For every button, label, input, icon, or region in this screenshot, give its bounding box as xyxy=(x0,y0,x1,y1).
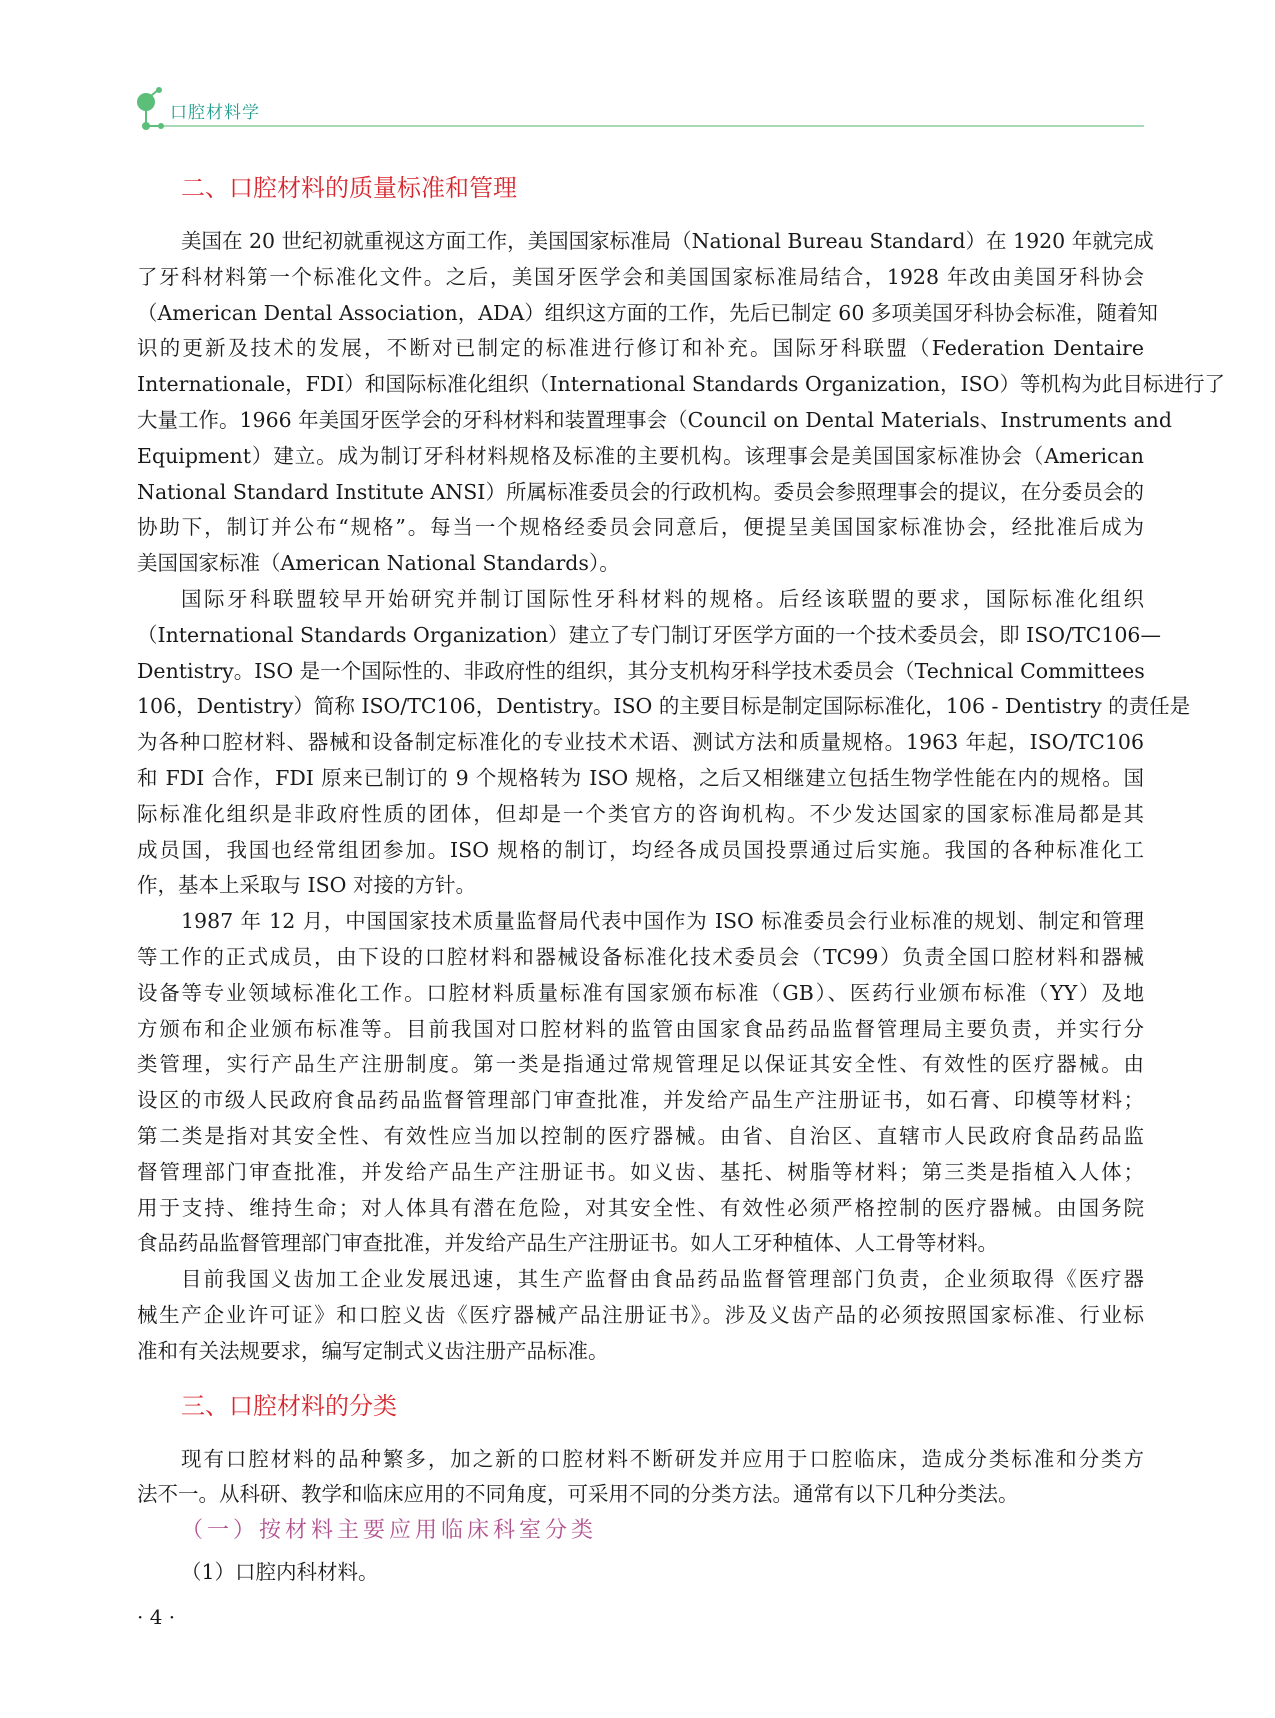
paragraph-line: 督管理部门审查批准，并发给产品生产注册证书。如义齿、基托、树脂等材料；第三类是指植入人体； xyxy=(137,1159,1144,1184)
paragraph-line: 用于支持、维持生命；对人体具有潜在危险，对其安全性、有效性必须严格控制的医疗器械。由国务院 xyxy=(137,1195,1144,1220)
paragraph-line: 目前我国义齿加工企业发展迅速，其生产监督由食品药品监督管理部门负责，企业须取得《医疗器 xyxy=(181,1267,1144,1292)
paragraph-line: National Standard Institute ANSI）所属标准委员会的行政机构。委员会参照理事会的提议，在分委员会的 xyxy=(137,479,1144,504)
paragraph-line: 准和有关法规要求，编写定制式义齿注册产品标准。 xyxy=(137,1338,609,1363)
spacer xyxy=(137,1424,1144,1442)
paragraph-line: 了牙科材料第一个标准化文件。之后，美国牙医学会和美国国家标准局结合，1928 年改由美国牙科协会 xyxy=(137,264,1144,289)
paragraph-line: Equipment）建立。成为制订牙科材料规格及标准的主要机构。该理事会是美国国家标准协会（American xyxy=(137,443,1144,468)
paragraph-line: 为各种口腔材料、器械和设备制定标准化的专业技术术语、测试方法和质量规格。1963 年起，ISO/TC106 xyxy=(137,730,1144,755)
paragraph-line: 设备等专业领域标准化工作。口腔材料质量标准有国家颁布标准（GB）、医药行业颁布标准（YY）及地 xyxy=(137,980,1144,1005)
page-body xyxy=(137,170,1225,1591)
paragraph-line: （International Standards Organization）建立了专门制订牙医学方面的一个技术委员会，即 ISO/TC106— xyxy=(137,622,1161,647)
paragraph-line: 设区的市级人民政府食品药品监督管理部门审查批准，并发给产品生产注册证书，如石膏、印模等材料； xyxy=(137,1088,1144,1113)
paragraph-line: 现有口腔材料的品种繁多，加之新的口腔材料不断研发并应用于口腔临床，造成分类标准和分类方 xyxy=(181,1446,1144,1471)
section-heading: 三、口腔材料的分类 xyxy=(181,1391,397,1420)
paragraph-line: Internationale，FDI）和国际标准化组织（International Standards Organization，ISO）等机构为此目标进行了 xyxy=(137,372,1225,397)
list-item: （1）口腔内科材料。 xyxy=(181,1560,379,1585)
paragraph-line: 法不一。从科研、教学和临床应用的不同角度，可采用不同的分类方法。通常有以下几种分类法。 xyxy=(137,1482,1019,1507)
paragraph-line: 方颁布和企业颁布标准等。目前我国对口腔材料的监管由国家食品药品监督管理局主要负责，并实行分 xyxy=(137,1016,1144,1041)
paragraph-line: 大量工作。1966 年美国牙医学会的牙科材料和装置理事会（Council on Dental Materials、Instruments and xyxy=(137,407,1172,432)
paragraph-line: 协助下，制订并公布“规格”。每当一个规格经委员会同意后，便提呈美国国家标准协会，经批准后成为 xyxy=(137,515,1144,540)
page-number: · 4 · xyxy=(137,1605,176,1629)
paragraph-line: Dentistry。ISO 是一个国际性的、非政府性的组织，其分支机构牙科学技术委员会（Technical Committees xyxy=(137,658,1145,683)
paragraph-line: 际标准化组织是非政府性质的团体，但却是一个类官方的咨询机构。不少发达国家的国家标准局都是其 xyxy=(137,801,1144,826)
paragraph-line: 106，Dentistry）简称 ISO/TC106，Dentistry。ISO 的主要目标是制定国际标准化，106 - Dentistry 的责任是 xyxy=(137,694,1191,719)
paragraph-line: 成员国，我国也经常组团参加。ISO 规格的制订，均经各成员国投票通过后实施。我国的各种标准化工 xyxy=(137,837,1144,862)
paragraph-line: 作，基本上采取与 ISO 对接的方针。 xyxy=(137,873,476,898)
header-rule xyxy=(164,125,1144,127)
paragraph-line: 食品药品监督管理部门审查批准，并发给产品生产注册证书。如人工牙种植体、人工骨等材料。 xyxy=(137,1231,998,1256)
paragraph-line: 类管理，实行产品生产注册制度。第一类是指通过常规管理足以保证其安全性、有效性的医疗器械。由 xyxy=(137,1052,1144,1077)
paragraph-line: 等工作的正式成员，由下设的口腔材料和器械设备标准化技术委员会（TC99）负责全国口腔材料和器械 xyxy=(137,944,1144,969)
section-heading: 二、口腔材料的质量标准和管理 xyxy=(181,174,517,202)
molecule-logo-icon xyxy=(134,86,174,130)
paragraph-line: 美国在 20 世纪初就重视这方面工作，美国国家标准局（National Bureau Standard）在 1920 年就完成 xyxy=(181,229,1154,253)
spacer xyxy=(137,1370,1144,1388)
paragraph-line: 1987 年 12 月，中国国家技术质量监督局代表中国作为 ISO 标准委员会行业标准的规划、制定和管理 xyxy=(181,909,1144,934)
spacer xyxy=(137,206,1144,224)
book-title: 口腔材料学 xyxy=(170,103,260,123)
paragraph-line: 美国国家标准（American National Standards）。 xyxy=(137,551,620,576)
paragraph-line: 识的更新及技术的发展，不断对已制定的标准进行修订和补充。国际牙科联盟（Federation Dentaire xyxy=(137,336,1144,361)
paragraph-line: 第二类是指对其安全性、有效性应当加以控制的医疗器械。由省、自治区、直辖市人民政府食品药品监 xyxy=(137,1123,1144,1148)
paragraph-line: 械生产企业许可证》和口腔义齿《医疗器械产品注册证书》。涉及义齿产品的必须按照国家标准、行业标 xyxy=(137,1302,1144,1327)
paragraph-line: 国际牙科联盟较早开始研究并制订国际性牙科材料的规格。后经该联盟的要求，国际标准化组织 xyxy=(181,586,1144,611)
paragraph-line: 和 FDI 合作，FDI 原来已制订的 9 个规格转为 ISO 规格，之后又相继建立包括生物学性能在内的规格。国 xyxy=(137,765,1144,790)
paragraph-line: （American Dental Association，ADA）组织这方面的工作，先后已制定 60 多项美国牙科协会标准，随着知 xyxy=(137,300,1158,325)
subsection-heading: （一）按材料主要应用临床科室分类 xyxy=(181,1518,598,1544)
running-header xyxy=(134,86,1144,130)
